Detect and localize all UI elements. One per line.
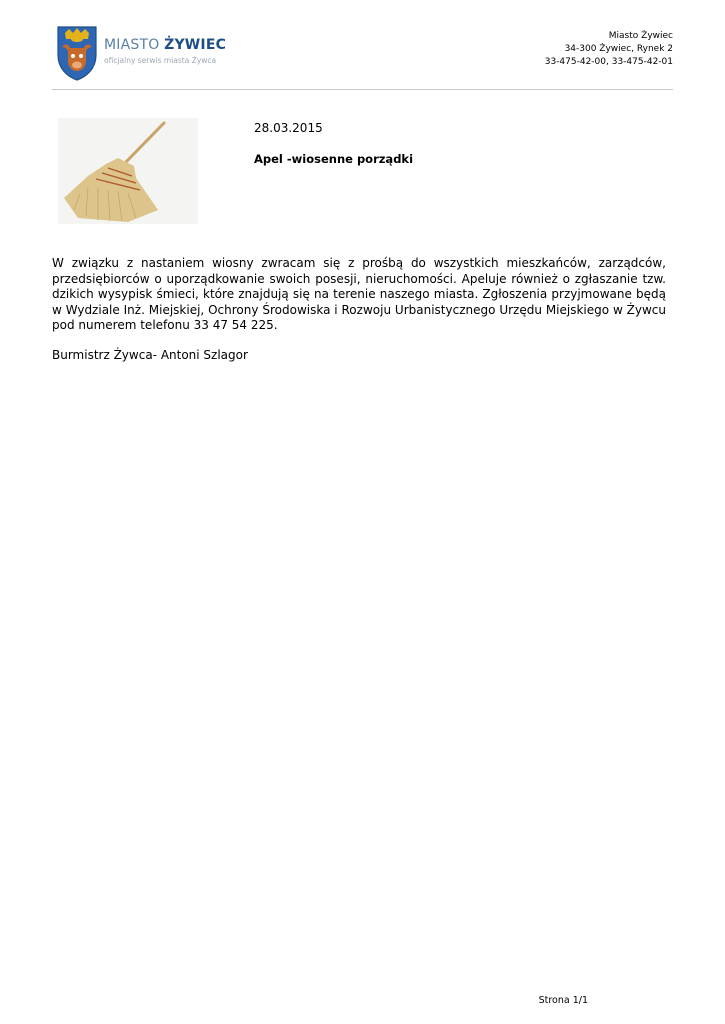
site-logo[interactable] xyxy=(56,25,226,81)
address-line-street: 34-300 Żywiec, Rynek 2 xyxy=(564,44,673,54)
logo-tagline: oficjalny serwis miasta Żywca xyxy=(104,56,217,65)
article-title: Apel -wiosenne porządki xyxy=(254,152,414,166)
broom-image xyxy=(58,118,198,224)
article-body: W związku z nastaniem wiosny zwracam się z prośbą do wszystkich mieszkańców, zarządców, przedsiębiorców o uporządkowanie swoich posesji, nieruchomości. Apeluje również o zgłaszanie tzw. dzikich wysypisk śmieci, które znajdują się na terenie naszego miasta. Zgłoszenia przyjmowane będą w Wydziale Inż. Miejskiej, Ochrony Środowiska i Rozwoju Urbanistycznego Urzędu Miejskiego w Żywcu pod numerem telefonu 33 47 54 225. xyxy=(52,256,666,332)
page-number: Strona 1/1 xyxy=(538,995,588,1006)
logo-title-bold: ŻYWIEC xyxy=(164,37,227,53)
city-crest-icon xyxy=(56,25,98,81)
address-line-phone: 33-475-42-00, 33-475-42-01 xyxy=(544,57,673,67)
header-address xyxy=(545,30,673,69)
address-line-name: Miasto Żywiec xyxy=(608,31,673,41)
article-date: 28.03.2015 xyxy=(254,121,323,135)
logo-title-light: MIASTO xyxy=(104,37,165,53)
article-signature: Burmistrz Żywca- Antoni Szlagor xyxy=(52,348,248,362)
logo-title xyxy=(104,37,226,53)
header-divider xyxy=(52,89,673,90)
